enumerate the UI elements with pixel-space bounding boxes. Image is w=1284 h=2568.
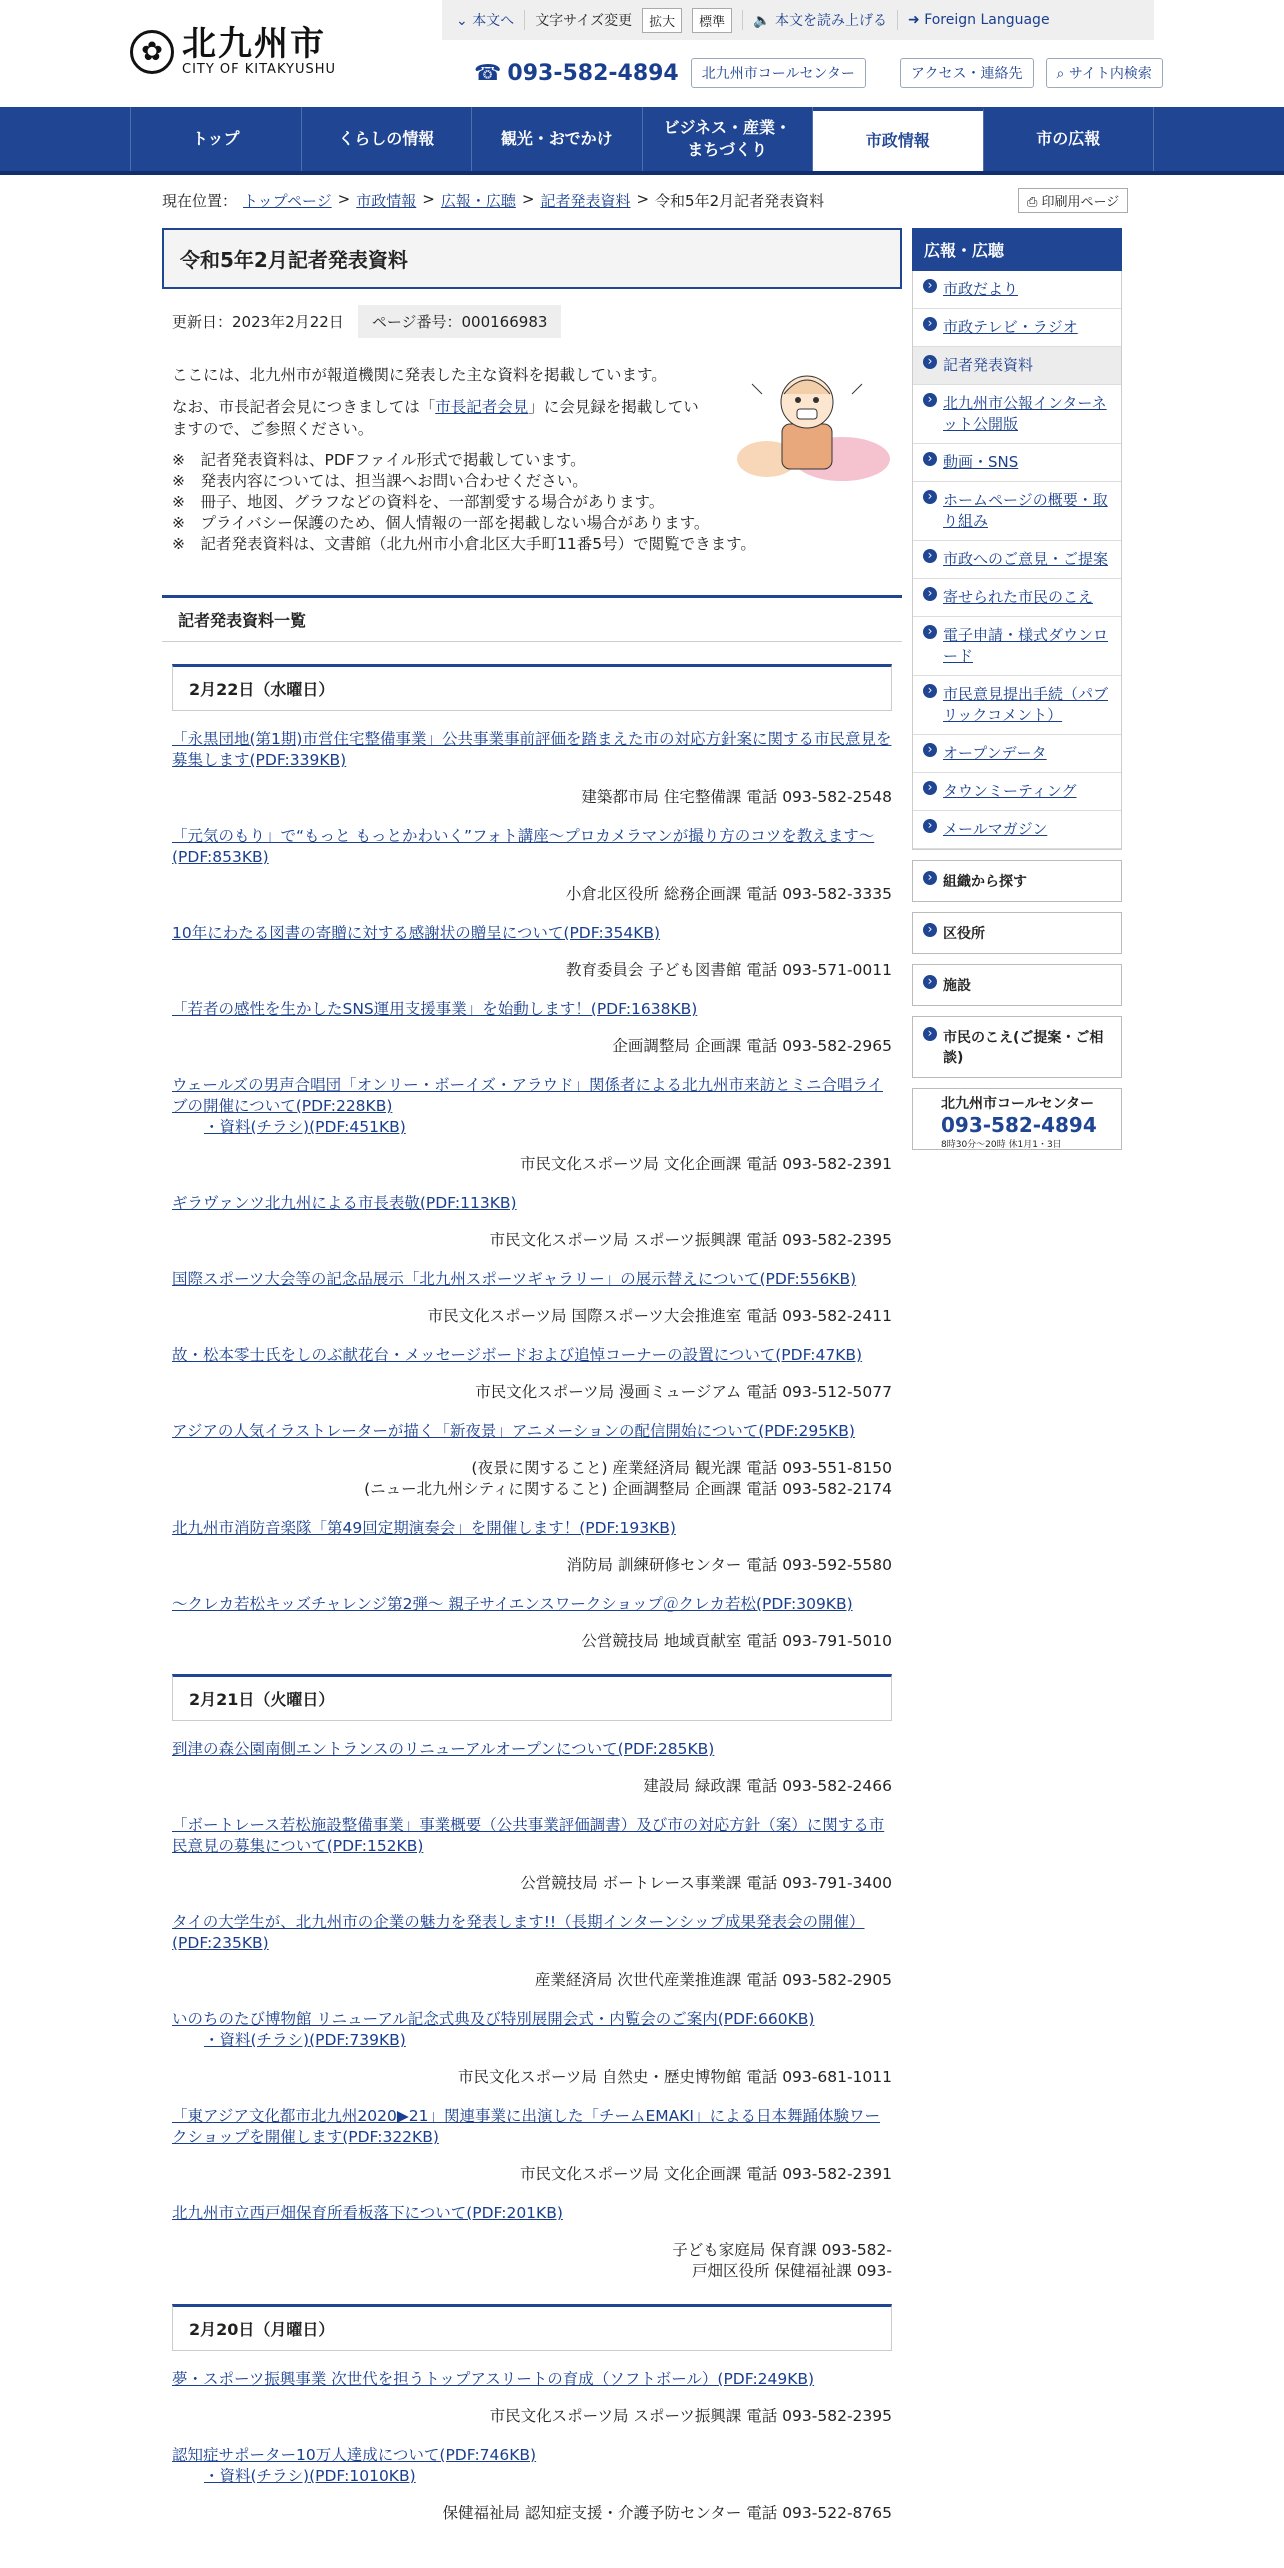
press-release-item <box>172 2203 892 2282</box>
attachment-link[interactable]: ・資料(チラシ)(PDF:451KB) <box>204 1118 406 1136</box>
sidebar-item[interactable] <box>913 541 1121 579</box>
nav-city-government[interactable]: 市政情報 <box>813 107 984 171</box>
font-large-button[interactable]: 拡大 <box>642 8 682 33</box>
mayor-press-link[interactable]: 市長記者会見 <box>435 398 529 416</box>
sidebar-box-link[interactable]: › 市民のこえ(ご提案・ご相談) <box>912 1016 1122 1078</box>
chevron-down-icon: ⌄ <box>456 13 468 29</box>
contact-department: 保健福祉局 認知症支援・介護予防センター 電話 093-522-8765 <box>442 2504 892 2522</box>
note-item: ※ プライバシー保護のため、個人情報の一部を掲載しない場合があります。 <box>172 513 892 534</box>
access-button[interactable]: アクセス・連絡先 <box>900 58 1034 88</box>
contact-row <box>474 58 1163 88</box>
press-release-link[interactable]: 認知症サポーター10万人達成について(PDF:746KB) <box>172 2446 537 2464</box>
contact-department: 建設局 緑政課 電話 093-582-2466 <box>643 1777 892 1795</box>
press-release-item <box>172 1912 892 1991</box>
nav-tourism[interactable]: 観光・おでかけ <box>472 107 643 171</box>
sidebar-item[interactable] <box>913 482 1121 541</box>
press-release-link[interactable]: 「永黒団地(第1期)市営住宅整備事業」公共事業事前評価を踏まえた市の対応方針案に関する市民意見を募集します(PDF:339KB) <box>172 730 892 769</box>
print-button[interactable]: ⎙ 印刷用ページ <box>1018 188 1128 213</box>
day-heading: 2月21日（火曜日） <box>172 1674 892 1721</box>
attachment-link[interactable]: ・資料(チラシ)(PDF:739KB) <box>204 2031 406 2049</box>
global-nav <box>0 107 1284 175</box>
breadcrumb-prefix: 現在位置： <box>162 192 238 210</box>
press-release-link[interactable]: 北九州市立西戸畑保育所看板落下について(PDF:201KB) <box>172 2204 563 2222</box>
contact-department: 公営競技局 地域貢献室 電話 093-791-5010 <box>581 1632 892 1650</box>
call-center-button[interactable]: 北九州市コールセンター <box>691 58 866 88</box>
sidebar-item[interactable] <box>913 271 1121 309</box>
contact-department: 企画調整局 企画課 電話 093-582-2965 <box>612 1037 892 1055</box>
attachment-link[interactable]: ・資料(チラシ)(PDF:1010KB) <box>204 2467 416 2485</box>
press-release-item <box>172 2106 892 2185</box>
breadcrumb-current: 令和5年2月記者発表資料 <box>655 192 825 210</box>
sidebar-item[interactable] <box>913 617 1121 676</box>
sidebar-item[interactable] <box>913 385 1121 444</box>
press-release-item <box>172 826 892 905</box>
printer-icon: ⎙ <box>1027 195 1038 210</box>
sidebar-item[interactable] <box>913 676 1121 735</box>
sidebar-item[interactable] <box>913 773 1121 811</box>
contact-department: 市民文化スポーツ局 スポーツ振興課 電話 093-582-2395 <box>489 2407 892 2425</box>
contact-department: 市民文化スポーツ局 文化企画課 電話 093-582-2391 <box>520 1155 892 1173</box>
press-release-link[interactable]: 到津の森公園南側エントランスのリニューアルオープンについて(PDF:285KB) <box>172 1740 715 1758</box>
sidebar-item-label[interactable]: 市民意見提出手続（パブリックコメント） <box>943 685 1109 724</box>
divider <box>897 10 898 30</box>
city-emblem-icon: ✿ <box>130 30 174 74</box>
day-group <box>172 664 892 1652</box>
main-content <box>162 228 902 2524</box>
sidebar-item[interactable] <box>913 811 1121 849</box>
contact-department: (夜景に関すること) 産業経済局 観光課 電話 093-551-8150 (ニュー北九州シティに関すること) 企画調整局 企画課 電話 093-582-2174 <box>364 1459 892 1498</box>
day-heading: 2月22日（水曜日） <box>172 664 892 711</box>
contact-department: 教育委員会 子ども図書館 電話 093-571-0011 <box>565 961 892 979</box>
logo-subtitle: CITY OF KITAKYUSHU <box>182 62 337 77</box>
arrow-circle-icon: ➜ <box>908 12 920 28</box>
foreign-language-link[interactable]: ➜ Foreign Language <box>908 12 1050 28</box>
call-banner-hours: 8時30分～20時 休1月1・3日 <box>941 1140 1062 1150</box>
sidebar-item-label[interactable]: メールマガジン <box>943 820 1048 838</box>
sidebar-item[interactable] <box>913 347 1121 385</box>
press-release-link[interactable]: ～クレカ若松キッズチャレンジ第2弾～ 親子サイエンスワークショップ＠クレカ若松(PDF:309KB) <box>172 1595 853 1613</box>
breadcrumb-city-info[interactable]: 市政情報 <box>356 192 417 210</box>
contact-department: 消防局 訓練研修センター 電話 093-592-5580 <box>566 1556 892 1574</box>
contact-department: 市民文化スポーツ局 漫画ミュージアム 電話 093-512-5077 <box>475 1383 892 1401</box>
press-release-link[interactable]: 国際スポーツ大会等の記念品展示「北九州スポーツギャラリー」の展示替えについて(PDF:556KB) <box>172 1270 857 1288</box>
press-release-item <box>172 1269 892 1327</box>
day-group <box>172 2304 892 2524</box>
sidebar-item-label[interactable]: 動画・SNS <box>943 453 1019 471</box>
press-release-link[interactable]: ギラヴァンツ北九州による市長表敬(PDF:113KB) <box>172 1194 517 1212</box>
sidebar-box-link[interactable]: › 組織から探す <box>912 860 1122 902</box>
search-icon: ⌕ <box>1056 66 1065 82</box>
sidebar-heading: 広報・広聴 <box>912 228 1122 271</box>
contact-department: 子ども家庭局 保育課 093-582- 戸畑区役所 保健福祉課 093- <box>672 2241 892 2280</box>
page-number: ページ番号：000166983 <box>358 305 562 338</box>
press-release-item <box>172 2009 892 2088</box>
sidebar-box-link[interactable]: › 施設 <box>912 964 1122 1006</box>
note-item: ※ 記者発表資料は、文書館（北九州市小倉北区大手町11番5号）で閲覧できます。 <box>172 534 892 555</box>
press-release-link[interactable]: アジアの人気イラストレーターが描く「新夜景」アニメーションの配信開始について(PDF:295KB) <box>172 1422 855 1440</box>
press-release-link[interactable]: 故・松本零士氏をしのぶ献花台・メッセージボードおよび追悼コーナーの設置について(PDF:47KB) <box>172 1346 863 1364</box>
breadcrumb-top[interactable]: トップページ <box>243 192 332 210</box>
intro-text-2: なお、市長記者会見につきましては「市長記者会見」に会見録を掲載していますので、ご参照ください。 <box>172 398 699 438</box>
press-release-list <box>162 664 902 2524</box>
sidebar-box-link[interactable]: › 区役所 <box>912 912 1122 954</box>
contact-department: 公営競技局 ボートレース事業課 電話 093-791-3400 <box>520 1874 892 1892</box>
updated-date: 更新日：2023年2月22日 <box>172 313 344 331</box>
speaker-icon: 🔈 <box>753 13 771 29</box>
sidebar-item[interactable] <box>913 444 1121 482</box>
sidebar-item-label[interactable]: 記者発表資料 <box>943 356 1034 374</box>
call-banner-title: 北九州市コールセンター <box>941 1096 1095 1112</box>
press-release-item <box>172 1594 892 1652</box>
day-group <box>172 1674 892 2282</box>
press-release-item <box>172 1518 892 1576</box>
site-search-button[interactable]: ⌕ サイト内検索 <box>1046 58 1163 88</box>
press-release-item <box>172 923 892 981</box>
page-title: 令和5年2月記者発表資料 <box>162 228 902 289</box>
press-release-item <box>172 1345 892 1403</box>
nav-top[interactable]: トップ <box>131 107 302 171</box>
reporter-illustration <box>722 364 892 484</box>
sidebar-item[interactable] <box>913 309 1121 347</box>
call-center-phone[interactable]: ☎ 093-582-4894 <box>474 60 679 86</box>
intro <box>172 364 892 440</box>
intro-text: ここには、北九州市が報道機関に発表した主な資料を掲載しています。 <box>172 366 667 384</box>
press-release-item <box>172 1193 892 1251</box>
font-size-label: 文字サイズ変更 <box>535 13 633 29</box>
sidebar-item-label[interactable]: 寄せられた市民のこえ <box>943 588 1094 606</box>
sidebar-item-label[interactable]: ホームページの概要・取り組み <box>943 491 1108 530</box>
contact-department: 小倉北区役所 総務企画課 電話 093-582-3335 <box>565 885 892 903</box>
page-meta <box>172 305 892 338</box>
nav-business[interactable]: ビジネス・産業・ まちづくり <box>643 107 814 171</box>
sidebar-item-label[interactable]: 市政テレビ・ラジオ <box>943 318 1078 336</box>
nav-living[interactable]: くらしの情報 <box>302 107 473 171</box>
nav-city-pr[interactable]: 市の広報 <box>984 107 1155 171</box>
contact-department: 市民文化スポーツ局 文化企画課 電話 093-582-2391 <box>520 2165 892 2183</box>
press-release-item <box>172 999 892 1057</box>
sidebar-item[interactable] <box>913 735 1121 773</box>
contact-department: 建築都市局 住宅整備課 電話 093-582-2548 <box>581 788 892 806</box>
contact-department: 市民文化スポーツ局 国際スポーツ大会推進室 電話 093-582-2411 <box>427 1307 892 1325</box>
note-item: ※ 冊子、地図、グラフなどの資料を、一部割愛する場合があります。 <box>172 492 892 513</box>
contact-department: 市民文化スポーツ局 自然史・歴史博物館 電話 093-681-1011 <box>458 2068 892 2086</box>
breadcrumb-pr[interactable]: 広報・広聴 <box>440 192 516 210</box>
contact-department: 市民文化スポーツ局 スポーツ振興課 電話 093-582-2395 <box>489 1231 892 1249</box>
breadcrumb-press[interactable]: 記者発表資料 <box>540 192 631 210</box>
sidebar-item-label[interactable]: 市政へのご意見・ご提案 <box>943 550 1109 568</box>
utility-bar <box>442 0 1154 40</box>
press-release-link[interactable]: ウェールズの男声合唱団「オンリー・ボーイズ・アラウド」関係者による北九州市来訪とミニ合唱ライブの開催について(PDF:228KB) <box>172 1076 883 1115</box>
press-release-item <box>172 1815 892 1894</box>
call-center-banner[interactable] <box>912 1088 1122 1150</box>
press-release-link[interactable]: 夢・スポーツ振興事業 次世代を担うトップアスリートの育成（ソフトボール）(PDF:249KB) <box>172 2370 815 2388</box>
sidebar-item[interactable] <box>913 579 1121 617</box>
contact-department: 産業経済局 次世代産業推進課 電話 093-582-2905 <box>534 1971 892 1989</box>
sidebar-boxes <box>912 860 1122 1078</box>
site-header <box>0 0 1284 107</box>
press-release-item <box>172 1075 892 1175</box>
press-release-item <box>172 1421 892 1500</box>
press-release-item <box>172 2445 892 2524</box>
divider <box>742 10 743 30</box>
sidebar-item-label[interactable]: 電子申請・様式ダウンロード <box>943 626 1109 665</box>
press-release-item <box>172 2369 892 2427</box>
sidebar-item-label[interactable]: 市政だより <box>943 280 1019 298</box>
day-heading: 2月20日（月曜日） <box>172 2304 892 2351</box>
press-release-link[interactable]: 「若者の感性を生かしたSNS運用支援事業」を始動します！(PDF:1638KB) <box>172 1000 698 1018</box>
divider <box>524 10 525 30</box>
sidebar-menu <box>912 271 1122 850</box>
press-release-link[interactable]: いのちのたび博物館 リニューアル記念式典及び特別展開会式・内覧会のご案内(PDF:660KB) <box>172 2010 815 2028</box>
press-release-link[interactable]: 「東アジア文化都市北九州2020▶21」関連事業に出演した「チームEMAKI」による日本舞踊体験ワークショップを開催します(PDF:322KB) <box>172 2107 880 2146</box>
note-item: ※ 発表内容については、担当課へお問い合わせください。 <box>172 471 892 492</box>
note-item: ※ 記者発表資料は、PDFファイル形式で掲載しています。 <box>172 450 892 471</box>
press-release-item <box>172 729 892 808</box>
sidebar <box>912 228 1122 1150</box>
site-logo[interactable] <box>130 26 336 77</box>
press-release-link[interactable]: 「ボートレース若松施設整備事業」事業概要（公共事業評価調書）及び市の対応方針（案）に関する市民意見の募集について(PDF:152KB) <box>172 1816 885 1855</box>
sidebar-item-label[interactable]: 北九州市公報インターネット公開版 <box>943 394 1107 433</box>
phone-icon: ☎ <box>474 60 502 86</box>
breadcrumb: 現在位置： トップページ > 市政情報 > 広報・広聴 > 記者発表資料 > 令和5年2月記者発表資料 <box>162 190 825 210</box>
press-release-item <box>172 1739 892 1797</box>
press-list-heading: 記者発表資料一覧 <box>162 595 902 642</box>
skip-to-content-link[interactable]: ⌄ 本文へ <box>456 13 515 29</box>
call-banner-phone: 093-582-4894 <box>941 1113 1097 1137</box>
logo-title: 北九州市 <box>182 24 326 64</box>
press-release-link[interactable]: 北九州市消防音楽隊「第49回定期演奏会」を開催します！(PDF:193KB) <box>172 1519 676 1537</box>
read-aloud-button[interactable]: 🔈 本文を読み上げる <box>753 13 887 29</box>
font-standard-button[interactable]: 標準 <box>692 8 732 33</box>
sidebar-item-label[interactable]: オープンデータ <box>943 744 1047 762</box>
press-release-link[interactable]: 10年にわたる図書の寄贈に対する感謝状の贈呈について(PDF:354KB) <box>172 924 661 942</box>
sidebar-item-label[interactable]: タウンミーティング <box>943 782 1077 800</box>
press-release-link[interactable]: タイの大学生が、北九州市の企業の魅力を発表します!!（長期インターンシップ成果発表会の開催）(PDF:235KB) <box>172 1913 865 1952</box>
press-release-link[interactable]: 「元気のもり」で“もっと もっとかわいく”フォト講座～プロカメラマンが撮り方のコツを教えます～(PDF:853KB) <box>172 827 875 866</box>
